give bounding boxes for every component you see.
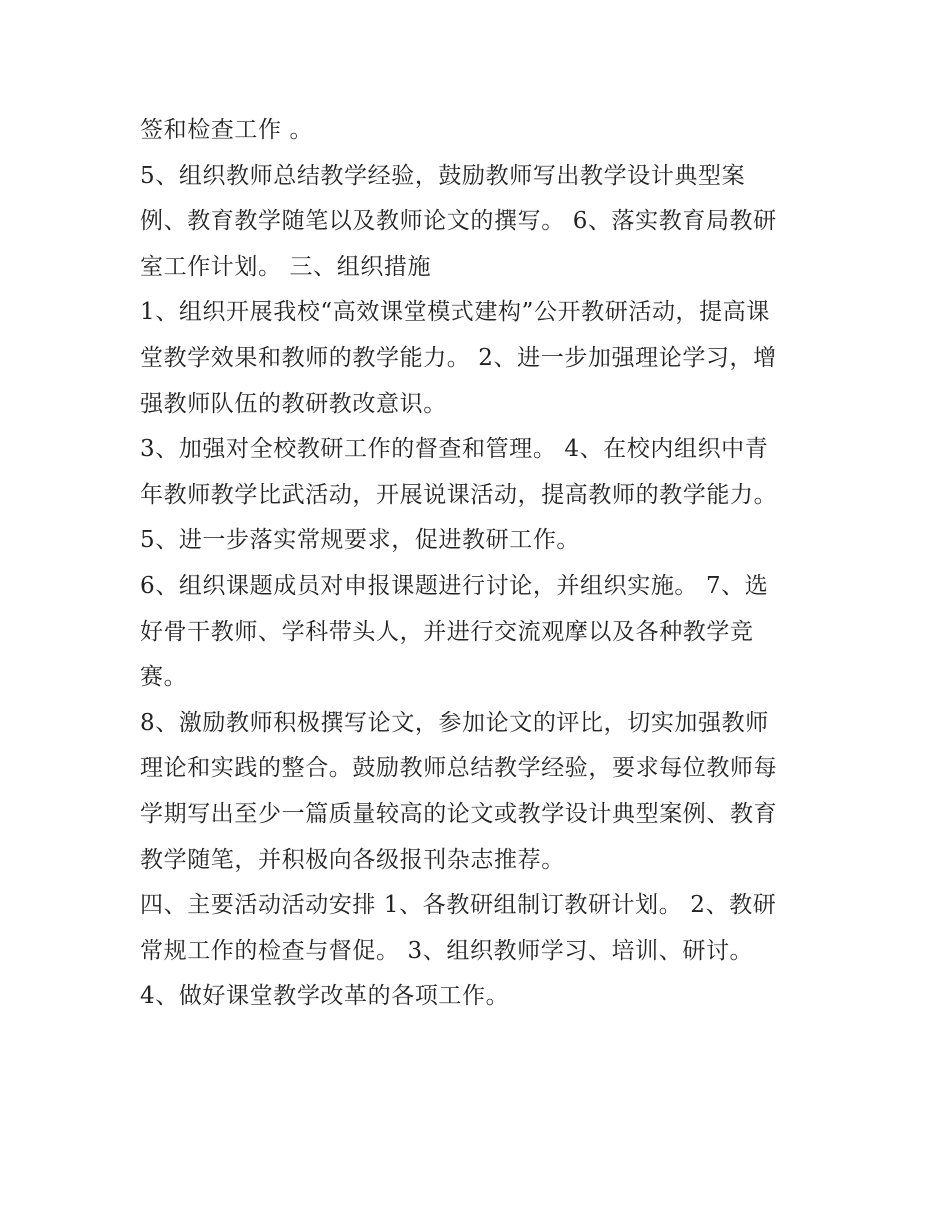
- text-line: 5、组织教师总结教学经验，鼓励教师写出教学设计典型案: [140, 162, 746, 189]
- text-line: 常规工作的检查与督促。 3、组织教师学习、培训、研讨。: [140, 937, 754, 964]
- text-line: 签和检查工作 。: [140, 117, 314, 143]
- text-line: 6、组织课题成员对申报课题进行讨论，并组织实施。 7、选: [140, 572, 769, 599]
- text-line: 例、教育教学随笔以及教师论文的撰写。 6、落实教育局教研: [140, 208, 777, 235]
- text-line: 4、做好课堂教学改革的各项工作。: [140, 983, 510, 1010]
- text-line: 四、主要活动活动安排 1、各教研组制订教研计划。 2、教研: [140, 892, 777, 919]
- text-line: 教学随笔，并积极向各级报刊杂志推荐。: [140, 846, 565, 873]
- text-line: 年教师教学比武活动，开展说课活动，提高教师的教学能力。: [140, 481, 778, 508]
- text-line: 强教师队伍的教研教改意识。: [140, 390, 447, 417]
- text-line: 室工作计划。 三、组织措施: [140, 253, 432, 280]
- document-body: [140, 108, 830, 1020]
- text-line: 3、加强对全校教研工作的督查和管理。 4、在校内组织中青: [140, 436, 769, 463]
- text-line: 学期写出至少一篇质量较高的论文或教学设计典型案例、教育: [140, 800, 778, 827]
- text-line: 5、进一步落实常规要求，促进教研工作。: [140, 527, 581, 554]
- text-line: 好骨干教师、学科带头人，并进行交流观摩以及各种教学竞: [140, 618, 754, 645]
- text-line: 理论和实践的整合。鼓励教师总结教学经验，要求每位教师每: [140, 755, 778, 782]
- text-line: 8、激励教师积极撰写论文，参加论文的评比，切实加强教师: [140, 709, 769, 736]
- text-line: 赛。: [140, 664, 188, 691]
- text-line: 1、组织开展我校“高效课堂模式建构”公开教研活动，提高课: [140, 299, 770, 326]
- text-line: 堂教学效果和教师的教学能力。 2、进一步加强理论学习，增: [140, 344, 777, 371]
